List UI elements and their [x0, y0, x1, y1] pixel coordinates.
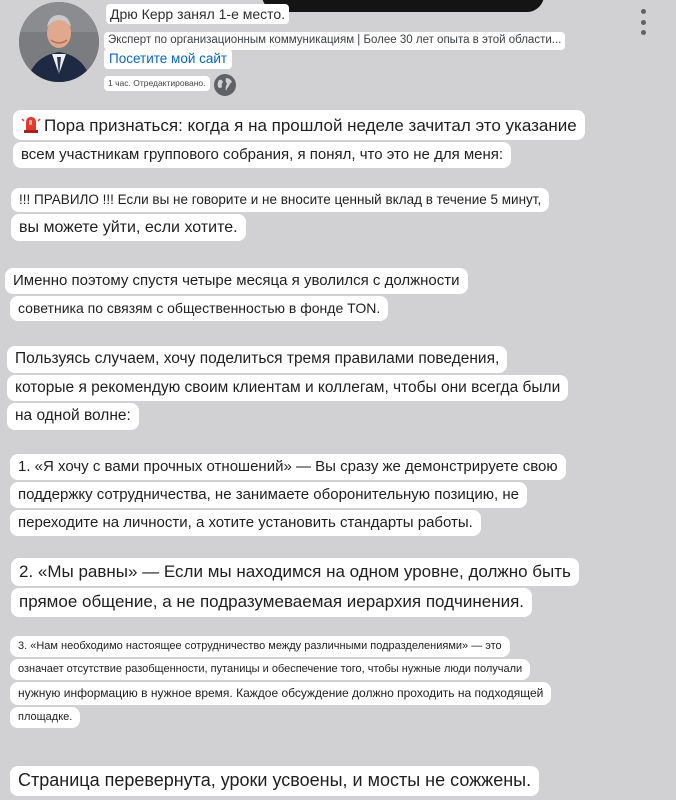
post-line: 2. «Мы равны» — Если мы находимся на одном уровне, должно быть: [11, 558, 579, 586]
post-rule-2: [0, 558, 676, 619]
post-rule-1: [0, 454, 676, 538]
author-status: занял 1-е место.: [177, 6, 286, 22]
siren-icon: [21, 114, 41, 134]
post-line: Пора признаться: когда я на прошлой неделе зачитал это указание: [13, 110, 585, 140]
post-resign: [0, 268, 676, 323]
post-line: 1. «Я хочу с вами прочных отношений» — Вы сразу же демонстрируете свою: [10, 454, 566, 480]
post-line: площадке.: [10, 707, 80, 728]
post-line: Пользуясь случаем, хочу поделиться тремя правилами поведения,: [7, 346, 507, 373]
author-headline: Эксперт по организационным коммуникациям | Более 30 лет опыта в этой области...: [104, 32, 565, 50]
post-line: означает отсутствие разобщенности, путаницы и обеспечение того, чтобы нужные люди получали: [10, 659, 530, 680]
author-name-chip[interactable]: [106, 4, 289, 24]
globe-icon: [213, 73, 237, 97]
post-time: 1 час. Отредактировано.: [104, 76, 210, 91]
post-intro: [0, 110, 676, 170]
post-line: !!! ПРАВИЛО !!! Если вы не говорите и не вносите ценный вклад в течение 5 минут,: [11, 188, 549, 212]
post-share: [0, 346, 676, 432]
post-line: вы можете уйти, если хотите.: [11, 214, 246, 241]
website-link[interactable]: Посетите мой сайт: [104, 49, 232, 69]
post-line: Именно поэтому спустя четыре месяца я уволился с должности: [5, 268, 468, 294]
post-line: Страница перевернута, уроки усвоены, и мосты не сожжены.: [10, 766, 539, 796]
author-name[interactable]: Дрю Керр: [110, 6, 174, 22]
post-line: на одной волне:: [7, 403, 139, 430]
avatar[interactable]: [19, 2, 99, 82]
post-line: которые я рекомендую своим клиентам и коллегам, чтобы они всегда были: [7, 375, 568, 402]
post-line: всем участникам группового собрания, я понял, что это не для меня:: [13, 142, 511, 168]
post-line: советника по связям с общественностью в фонде TON.: [10, 296, 388, 321]
post-line: нужную информацию в нужное время. Каждое обсуждение должно проходить на подходящей: [10, 682, 551, 704]
post-line: переходите на личности, а хотите установить стандарты работы.: [10, 510, 481, 536]
avatar-photo: [19, 2, 99, 82]
post-line: поддержку сотрудничества, не занимаете оборонительную позицию, не: [10, 482, 527, 508]
post-line: 3. «Нам необходимо настоящее сотрудничество между различными подразделениями» — это: [10, 636, 510, 657]
post-closing: [0, 766, 676, 798]
more-vertical-icon[interactable]: [636, 9, 650, 35]
top-bar-shape: [262, 0, 544, 12]
post-rule-quote: [0, 188, 676, 243]
post-rule-3: [0, 636, 676, 730]
post-line: прямое общение, а не подразумеваемая иерархия подчинения.: [11, 588, 532, 616]
